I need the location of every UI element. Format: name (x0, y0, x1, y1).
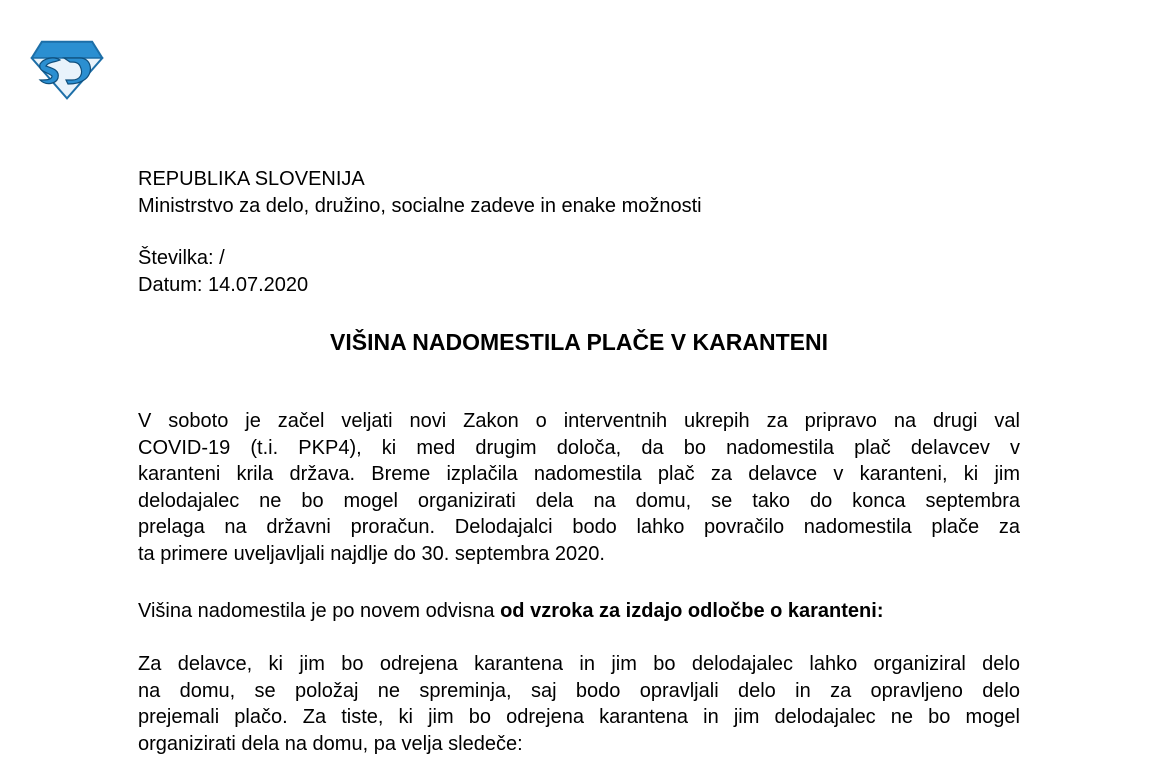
country-name: REPUBLIKA SLOVENIJA (138, 166, 365, 192)
paragraph-line: delodajalec ne bo mogel organizirati dela na domu, se tako do konca septembra (138, 488, 1020, 515)
paragraph-line: ta primere uveljavljali najdlje do 30. septembra 2020. (138, 541, 1020, 568)
paragraph-line: na domu, se položaj ne spreminja, saj bodo opravljali delo in za opravljeno delo (138, 678, 1020, 705)
paragraph-line (138, 598, 1020, 625)
paragraph-line: COVID-19 (t.i. PKP4), ki med drugim določa, da bo nadomestila plač delavcev v (138, 435, 1020, 462)
document-number (138, 245, 225, 271)
number-value: / (219, 247, 225, 269)
paragraph-line: karanteni krila država. Breme izplačila nadomestila plač za delavce v karanteni, ki jim (138, 461, 1020, 488)
number-label: Številka: (138, 247, 214, 269)
paragraph-2 (138, 598, 1020, 625)
paragraph-1 (138, 408, 1020, 567)
date-value: 14.07.2020 (208, 274, 308, 296)
paragraph-line: Za delavce, ki jim bo odrejena karantena in jim bo delodajalec lahko organiziral delo (138, 651, 1020, 678)
document-title: VIŠINA NADOMESTILA PLAČE V KARANTENI (138, 327, 1020, 357)
paragraph-3 (138, 651, 1020, 757)
paragraph-line: organizirati dela na domu, pa velja sledeče: (138, 731, 1020, 757)
paragraph-line: prelaga na državni proračun. Delodajalci bodo lahko povračilo nadomestila plače za (138, 514, 1020, 541)
date-label: Datum: (138, 274, 202, 296)
logo-graphic (30, 40, 104, 100)
paragraph-2-text: Višina nadomestila je po novem odvisna (138, 600, 500, 622)
ministry-name: Ministrstvo za delo, družino, socialne zadeve in enake možnosti (138, 193, 702, 219)
paragraph-2-emphasis: od vzroka za izdajo odločbe o karanteni: (500, 600, 883, 622)
document-date (138, 272, 308, 298)
paragraph-line: prejemali plačo. Za tiste, ki jim bo odrejena karantena in jim delodajalec ne bo mogel (138, 704, 1020, 731)
paragraph-line: V soboto je začel veljati novi Zakon o interventnih ukrepih za pripravo na drugi val (138, 408, 1020, 435)
sd-diamond-logo-icon (30, 40, 104, 100)
